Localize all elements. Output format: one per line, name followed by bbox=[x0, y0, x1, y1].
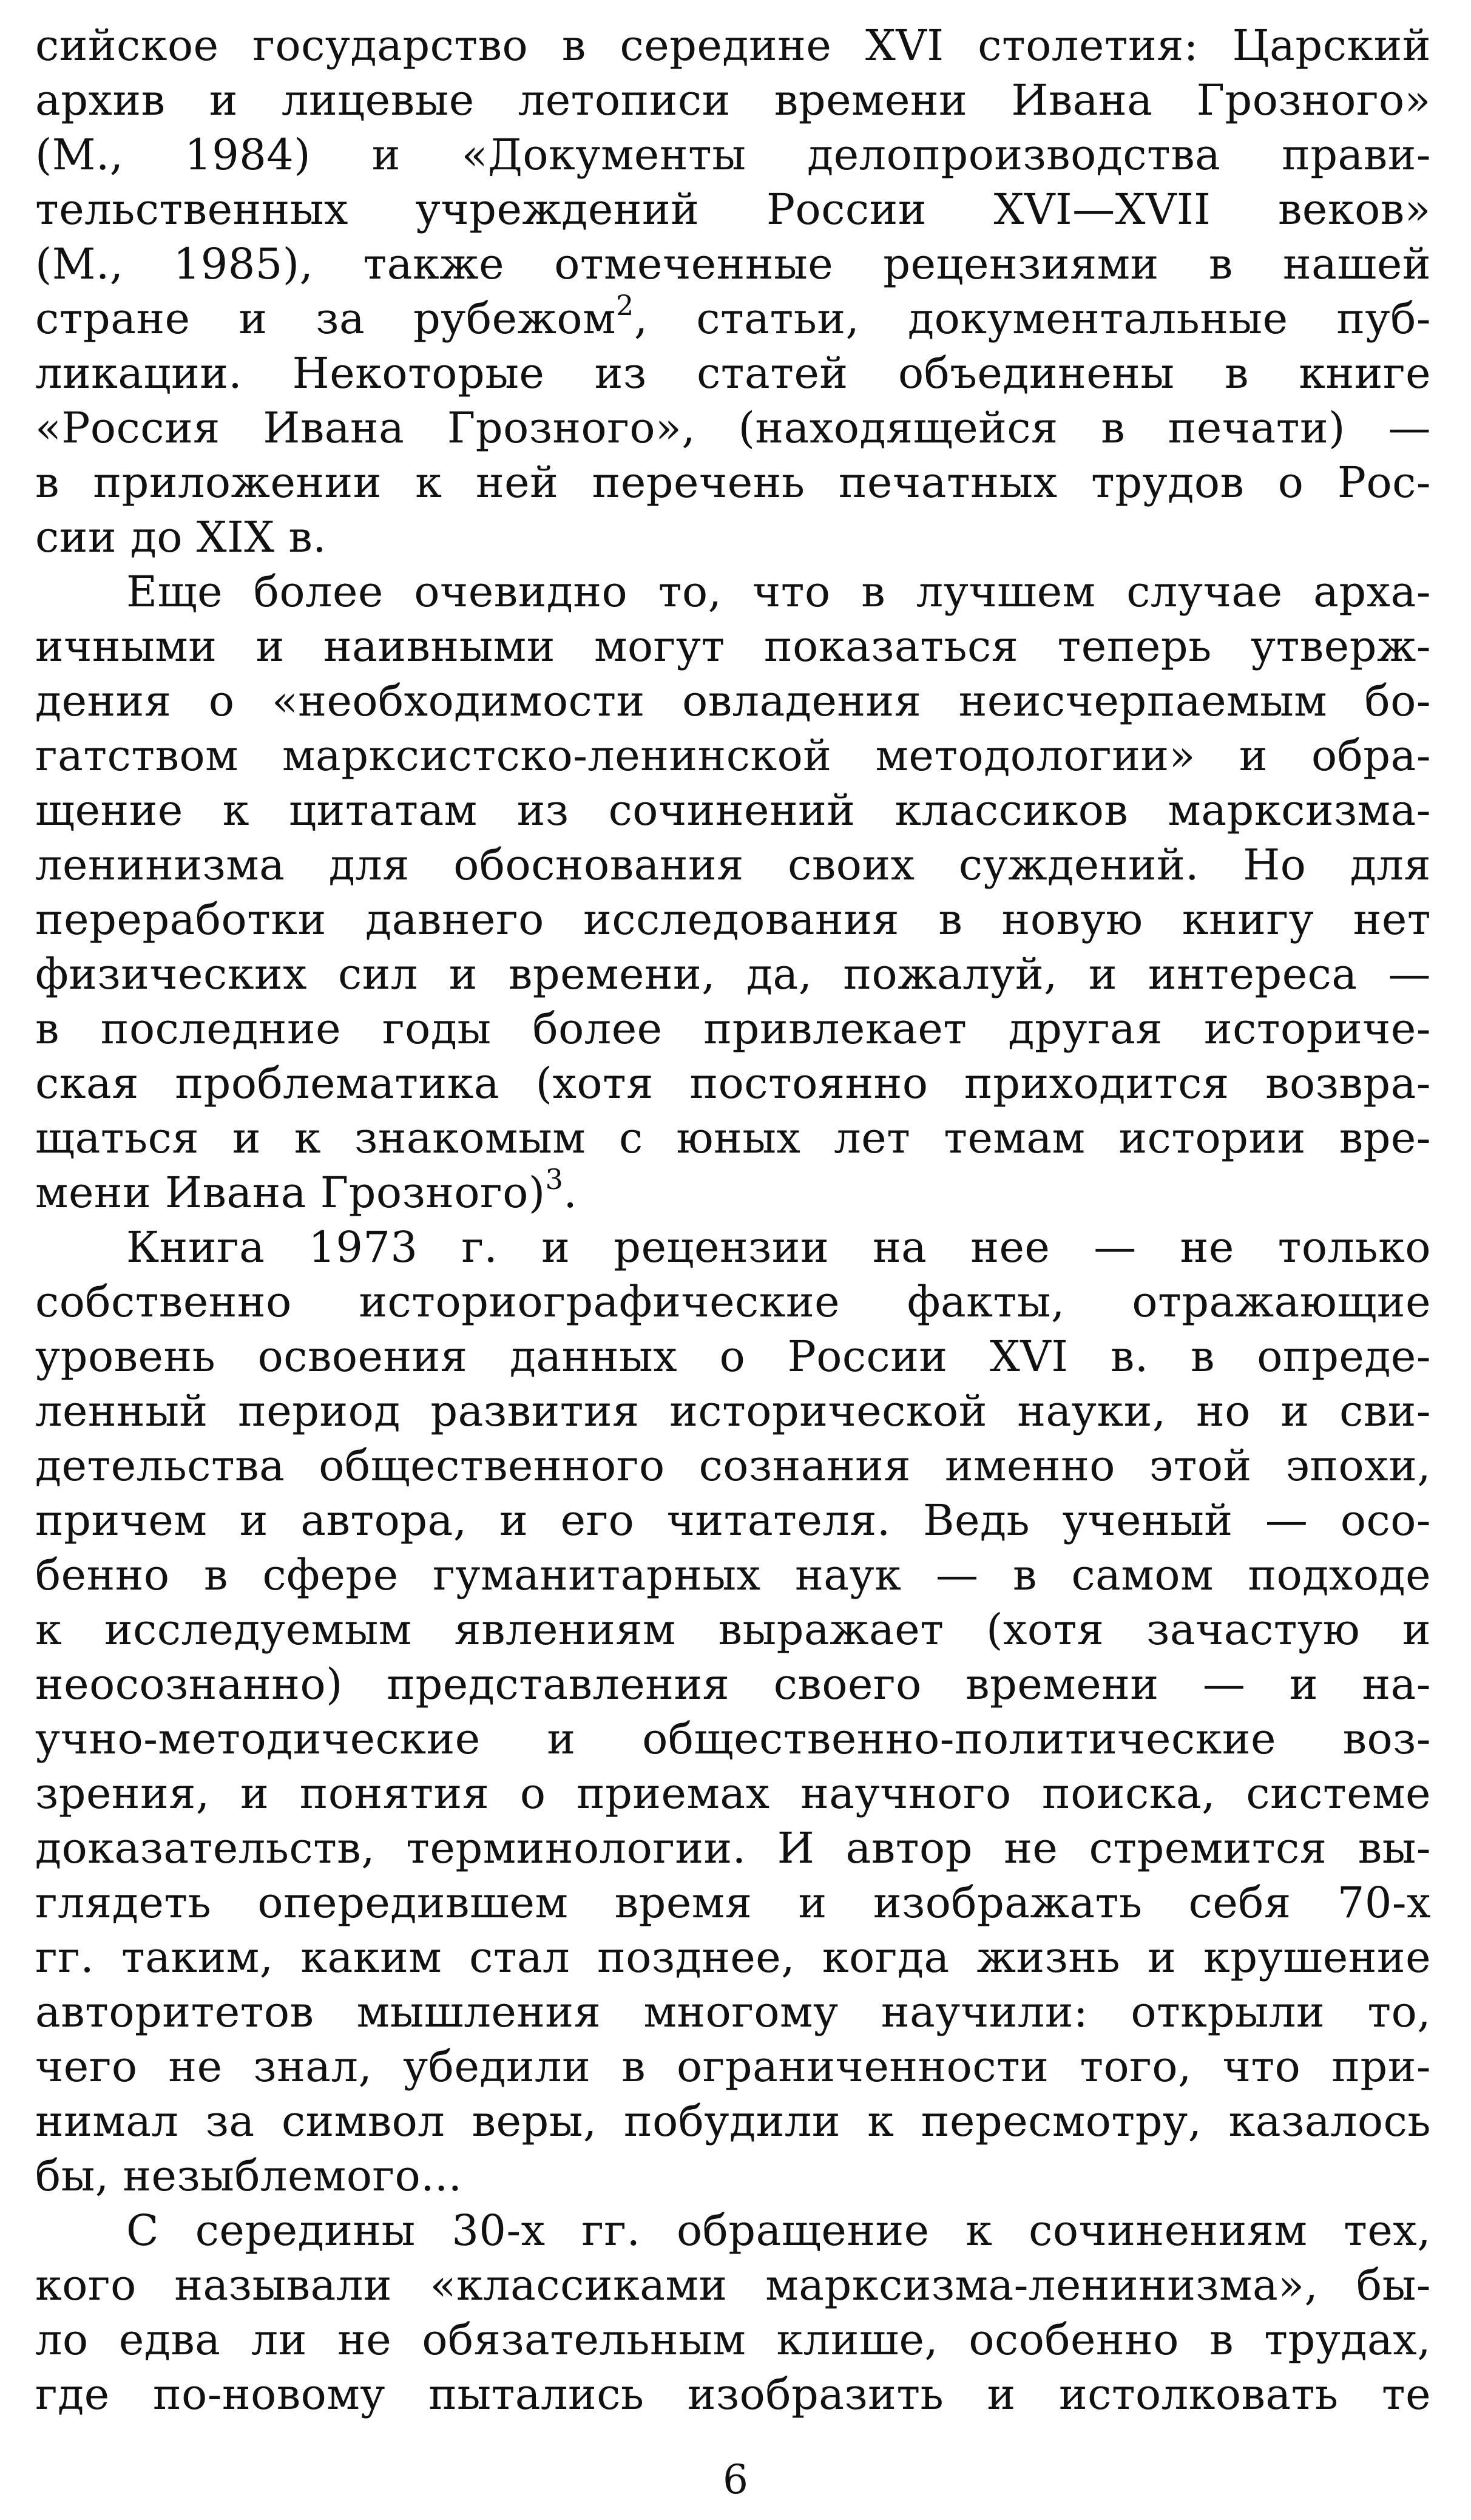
footnote-ref-3[interactable]: 3 bbox=[545, 1162, 564, 1196]
text-line: гатством марксистско-ленинской методологии» и обра- bbox=[35, 731, 1431, 781]
text-line: бы, незыблемого... bbox=[35, 2151, 462, 2201]
paragraph-3 bbox=[35, 1220, 1431, 2203]
text-line: щение к цитатам из сочинений классиков марксизма- bbox=[35, 785, 1431, 835]
text-line: ленинизма для обоснования своих суждений. Но для bbox=[35, 840, 1431, 890]
text-line: (М., 1984) и «Документы делопроизводства прави- bbox=[35, 130, 1431, 180]
line-text: стране и за рубежом bbox=[35, 294, 617, 344]
paragraph-2 bbox=[35, 564, 1431, 1220]
body-text bbox=[35, 18, 1431, 2422]
text-line: С середины 30-х гг. обращение к сочинениям тех, bbox=[126, 2206, 1431, 2255]
text-line: доказательств, терминологии. И автор не стремится вы- bbox=[35, 1823, 1431, 1873]
paragraph-1 bbox=[35, 18, 1431, 564]
text-line: где по-новому пытались изобразить и истолковать те bbox=[35, 2369, 1431, 2419]
text-line: собственно историографические факты, отражающие bbox=[35, 1277, 1431, 1327]
page-number: 6 bbox=[723, 2456, 748, 2503]
text-line: тельственных учреждений России XVI—XVII веков» bbox=[35, 185, 1431, 234]
text-line: дения о «необходимости овладения неисчерпаемым бо- bbox=[35, 676, 1431, 726]
text-line: неосознанно) представления своего времени — и на- bbox=[35, 1659, 1431, 1709]
text-line: детельства общественного сознания именно этой эпохи, bbox=[35, 1441, 1431, 1491]
text-line: сии до XIX в. bbox=[35, 512, 326, 562]
text-line: ло едва ли не обязательным клише, особенно в трудах, bbox=[35, 2315, 1431, 2365]
line-text-continued: , статьи, документальные пуб- bbox=[634, 294, 1431, 344]
text-line: ликации. Некоторые из статей объединены в книге bbox=[35, 348, 1431, 398]
text-line: щаться и к знакомым с юных лет темам истории вре- bbox=[35, 1113, 1431, 1163]
footnote-ref-2[interactable]: 2 bbox=[616, 288, 634, 322]
text-line: «Россия Ивана Грозного», (находящейся в печати) — bbox=[35, 403, 1431, 453]
paragraph-4 bbox=[35, 2203, 1431, 2422]
text-line: причем и автора, и его читателя. Ведь ученый — осо- bbox=[35, 1495, 1431, 1545]
text-line: (М., 1985), также отмеченные рецензиями в нашей bbox=[35, 239, 1431, 289]
text-line: кого называли «классиками марксизма-ленинизма», бы- bbox=[35, 2260, 1431, 2310]
text-line: переработки давнего исследования в новую книгу нет bbox=[35, 895, 1431, 944]
text-line: физических сил и времени, да, пожалуй, и интереса — bbox=[35, 949, 1431, 999]
text-line: Еще более очевидно то, что в лучшем случае арха- bbox=[126, 567, 1431, 617]
text-line: архив и лицевые летописи времени Ивана Грозного» bbox=[35, 75, 1431, 125]
text-line: зрения, и понятия о приемах научного поиска, системе bbox=[35, 1769, 1431, 1818]
text-line: в приложении к ней перечень печатных трудов о Рос- bbox=[35, 458, 1431, 507]
text-line: чего не знал, убедили в ограниченности того, что при- bbox=[35, 2042, 1431, 2092]
text-line: гг. таким, каким стал позднее, когда жизнь и крушение bbox=[35, 1932, 1431, 1982]
text-line-with-footnote bbox=[35, 288, 1431, 346]
line-text: мени Ивана Грозного) bbox=[35, 1168, 546, 1218]
text-line-with-footnote bbox=[35, 1162, 1431, 1220]
text-line: к исследуемым явлениям выражает (хотя зачастую и bbox=[35, 1605, 1431, 1655]
text-line: учно-методические и общественно-политические воз- bbox=[35, 1714, 1431, 1764]
text-line: Книга 1973 г. и рецензии на нее — не только bbox=[126, 1222, 1431, 1272]
text-line: в последние годы более привлекает другая историче- bbox=[35, 1004, 1431, 1054]
text-line: глядеть опередившем время и изображать себя 70-х bbox=[35, 1878, 1431, 1928]
text-line: ленный период развития исторической науки, но и сви- bbox=[35, 1386, 1431, 1436]
text-line: нимал за символ веры, побудили к пересмотру, казалось bbox=[35, 2096, 1431, 2146]
text-line: ская проблематика (хотя постоянно приходится возвра- bbox=[35, 1058, 1431, 1108]
line-text-continued: . bbox=[563, 1168, 578, 1218]
text-line: бенно в сфере гуманитарных наук — в самом подходе bbox=[35, 1550, 1431, 1600]
text-line: уровень освоения данных о России XVI в. в опреде- bbox=[35, 1332, 1431, 1381]
text-line: сийское государство в середине XVI столетия: Царский bbox=[35, 21, 1431, 70]
text-line: авторитетов мышления многому научили: открыли то, bbox=[35, 1987, 1431, 2037]
text-line: ичными и наивными могут показаться теперь утверж- bbox=[35, 622, 1431, 671]
